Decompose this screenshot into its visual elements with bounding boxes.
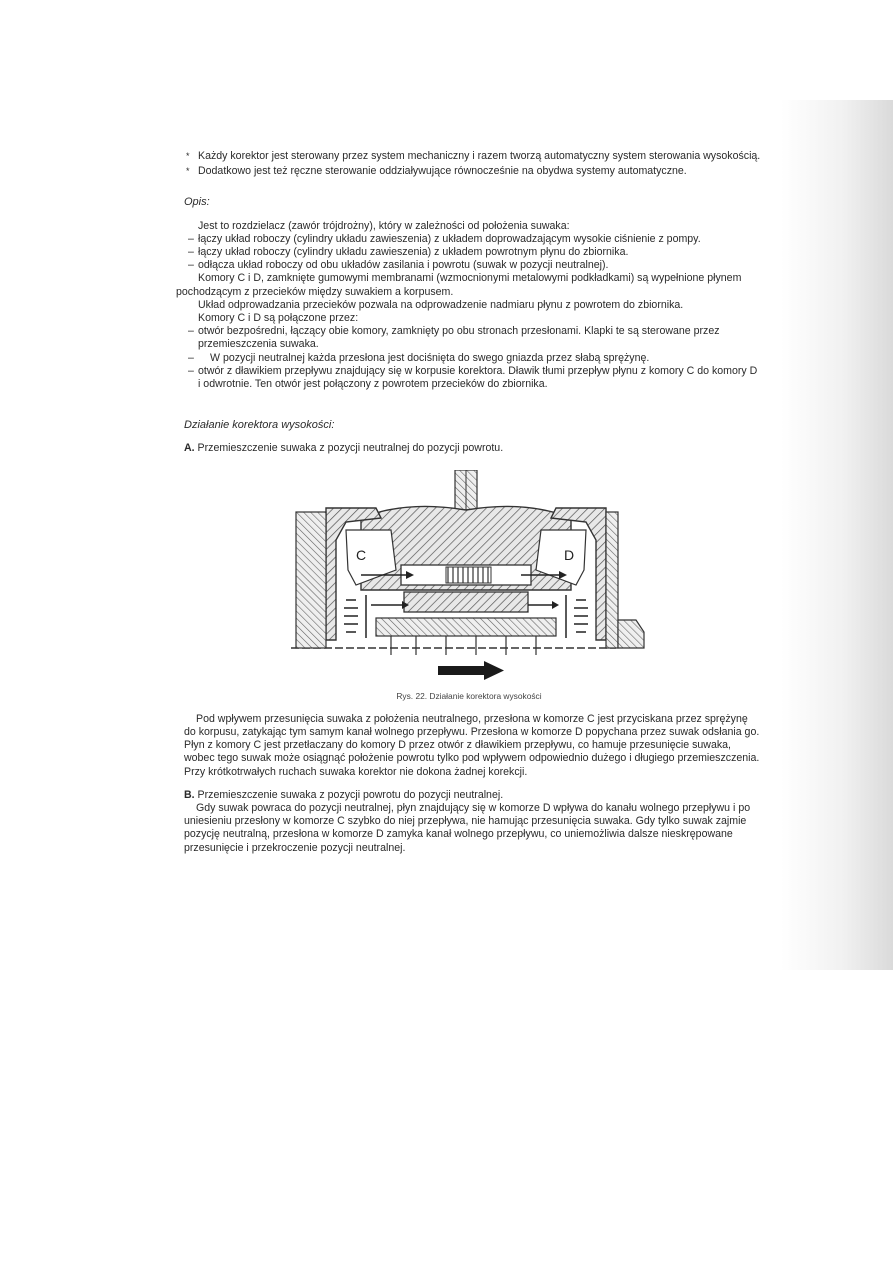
section-b-heading: [176, 789, 762, 802]
connections-list: [176, 325, 762, 391]
connected-paragraph: Komory C i D są połączone przez:: [198, 312, 359, 325]
movement-arrow-head: [484, 661, 504, 680]
label-d: D: [564, 546, 575, 563]
label-c: C: [356, 546, 367, 563]
opis-item: – odłącza układ roboczy od obu układów zasilania i powrotu (suwak w pozycji neutralnej).: [176, 259, 762, 272]
left-flange: [296, 512, 326, 648]
section-b-heading-text: Przemieszczenie suwaka z pozycji powrotu do pozycji neutralnej.: [197, 788, 504, 801]
lower-body: [376, 618, 556, 636]
bullet-item: * Dodatkowo jest też ręczne sterowanie oddziaływujące równocześnie na obydwa systemy automatyczne.: [176, 165, 762, 178]
figure-corrector: [176, 470, 762, 690]
right-spring: [566, 595, 588, 638]
neutral-note-text: W pozycji neutralnej każda przesłona jest dociśnięta do swego gniazda przez słabą sprężynę.: [210, 351, 650, 364]
right-flange: [606, 512, 618, 648]
connection-item: – otwór z dławikiem przepływu znajdujący się w korpusie korektora. Dławik tłumi przepływ płynu z komory C do komory D i odwrotnie. Ten otwór jest połączony z powrotem przecieków do zbiornika.: [176, 365, 762, 391]
left-spring: [344, 595, 366, 638]
opis-item: – łączy układ roboczy (cylindry układu zawieszenia) z układem doprowadzającym wysokie ciśnienie z pompy.: [176, 233, 762, 246]
right-foot: [618, 620, 644, 648]
connection-item: – otwór bezpośredni, łączący obie komory, zamknięty po obu stronach przesłonami. Klapki te są sterowane przez przemieszczenia suwaka.: [176, 325, 762, 351]
drain-paragraph: Układ odprowadzania przecieków pozwala na odprowadzenie nadmiaru płynu z powrotem do zbiornika.: [198, 298, 684, 311]
opis-item: – łączy układ roboczy (cylindry układu zawieszenia) z układem powrotnym płynu do zbiornika.: [176, 246, 762, 259]
section-a-letter: A.: [184, 442, 195, 455]
opis-list: [176, 233, 762, 273]
section-b-letter: B.: [184, 788, 195, 801]
corrector-diagram: [176, 470, 762, 690]
scan-shadow: [781, 100, 893, 970]
section-a-heading-text: Przemieszczenie suwaka z pozycji neutralnej do pozycji powrotu.: [197, 442, 504, 455]
chambers-paragraph: Komory C i D, zamknięte gumowymi membranami (wzmocnionymi metalowymi podkładkami) są wypełnione płynem pochodzącym z przecieków między suwakiem a korpusem.: [176, 272, 742, 298]
opis-intro: Jest to rozdzielacz (zawór trójdrożny), który w zależności od położenia suwaka:: [198, 219, 570, 232]
intro-bullets: [176, 150, 762, 178]
section-b-text: Gdy suwak powraca do pozycji neutralnej, płyn znajdujący się w komorze D wpływa do kanału wolnego przepływu i po uniesieniu przesłony w komorze C szybko do niej przepływa, nie hamując przesunięcia suwaka. Gdy tylko suwak zajmie pozycję neutralną, przesłona w komorze D zamyka kanał wolnego przepływu, co uniemożliwia dalsze nieskrępowane przesunięcie i przekroczenie pozycji neutralnej.: [184, 802, 751, 854]
neutral-note: [176, 352, 762, 365]
opis-title: Opis:: [184, 196, 210, 209]
lower-ribs: [391, 636, 536, 655]
slide-grid: [446, 567, 491, 583]
dzialanie-title: Działanie korektora wysokości:: [184, 419, 335, 432]
bullet-item: * Każdy korektor jest sterowany przez system mechaniczny i razem tworzą automatyczny system sterowania wysokością.: [176, 150, 762, 163]
figure-caption: Rys. 22. Działanie korektora wysokości: [396, 690, 542, 701]
movement-arrow-shaft: [438, 666, 488, 675]
document-page: [176, 150, 762, 855]
section-a-heading: [184, 442, 762, 455]
section-a-text: Pod wpływem przesunięcia suwaka z położenia neutralnego, przesłona w komorze C jest przyciskana przez sprężynę do korpusu, zatykając tym samym kanał wolnego przepływu. Przesłona w komorze D popychana przez suwak odsłania go. Płyn z komory C jest przetłaczany do komory D przez otwór z dławikiem przepływu, co hamuje przesunięcie suwaka, wobec tego suwak może osiągnąć położenie powrotu tylko pod wpływem odpowiednio dużego i długiego przemieszczenia. Przy krótkotrwałych ruchach suwaka korektor nie dokona żadnej korekcji.: [184, 712, 760, 778]
slide-lower: [404, 592, 528, 612]
